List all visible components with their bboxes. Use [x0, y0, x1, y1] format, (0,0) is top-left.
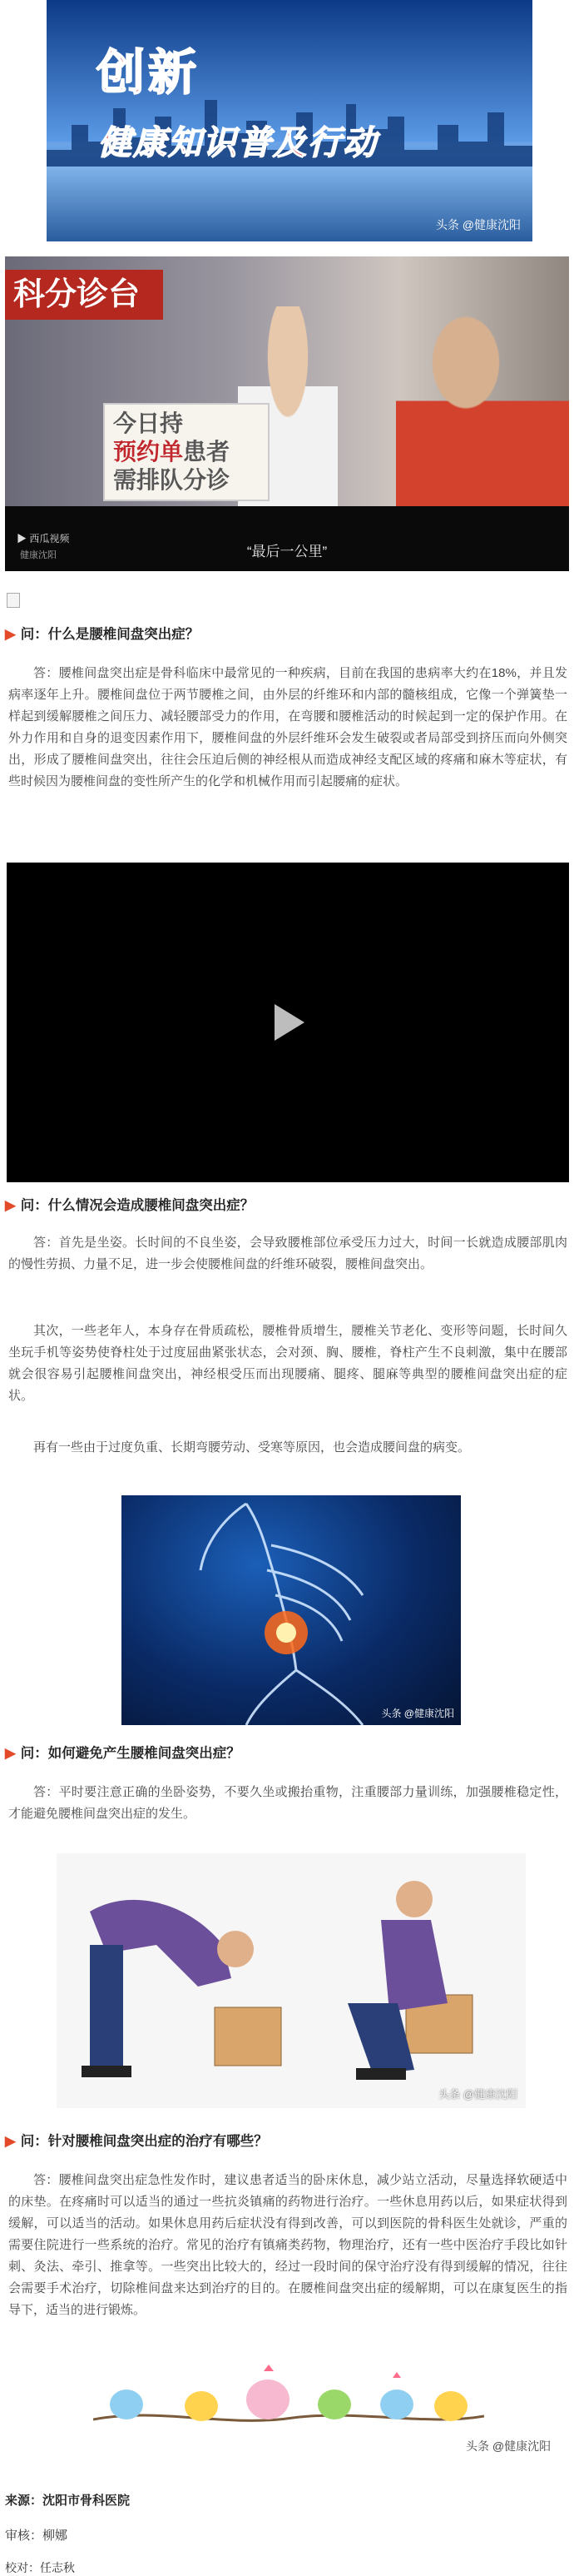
question-heading-3 [5, 1742, 240, 1762]
queue-sign [103, 403, 270, 501]
sign-line-2-red: 预约单 [113, 439, 184, 465]
source-text: 来源：沈阳市骨科医院 [5, 2494, 131, 2508]
question-text: 问：什么情况会造成腰椎间盘突出症？ [20, 1198, 255, 1213]
arrow-icon: ▶ [5, 1198, 16, 1213]
sign-line-3: 需排队分诊 [113, 467, 230, 493]
image-watermark: 头条 @健康沈阳 [438, 2088, 517, 2101]
banner-title: 创新 [96, 44, 200, 101]
play-icon[interactable] [275, 1004, 304, 1041]
answer-paragraph: 其次，一些老年人，本身存在骨质疏松，腰椎骨质增生，腰椎关节老化、变形等问题，长时间久坐玩手机等姿势使脊柱处于过度屈曲紧张状态，会对颈、胸、腰椎，脊柱产生不良刺激，集中在腰部就会很容易引起腰椎间盘突出，神经根受压而出现腰痛、腿疼、腿麻等典型的腰椎间盘突出症的症状。 [8, 1324, 567, 1403]
skeleton-illustration [121, 1495, 461, 1725]
answer-paragraph: 答：平时要注意正确的坐卧姿势，不要久坐或搬抬重物，注重腰部力量训练，加强腰椎稳定性，才能避免腰椎间盘突出症的发生。 [8, 1785, 567, 1821]
answer-paragraph: 再有一些由于过度负重、长期弯腰劳动、受寒等原因，也会造成腰间盘的病变。 [33, 1440, 471, 1455]
arrow-icon: ▶ [5, 2134, 16, 2149]
birds-decoration-image [93, 2361, 484, 2453]
question-heading-1 [5, 623, 199, 643]
question-text: 问：针对腰椎间盘突出症的治疗有哪些？ [20, 2134, 268, 2149]
spine-xray-image [121, 1495, 461, 1725]
question-heading-2 [5, 1194, 254, 1214]
lifting-posture-image [57, 1853, 526, 2108]
platform-logo: ▶ 西瓜视频 [17, 533, 70, 545]
question-text: 问：什么是腰椎间盘突出症？ [20, 627, 200, 642]
arrow-icon: ▶ [5, 1746, 16, 1761]
platform-subtitle: 健康沈阳 [20, 550, 57, 560]
answer-paragraph: 答：腰椎间盘突出症急性发作时，建议患者适当的卧床休息，减少站立活动，尽量选择软硬适中的床垫。在疼痛时可以适当的通过一些抗炎镇痛的药物进行治疗。一些休息用药以后，如果症状得到缓解，可以适当的活动。如果休息用药后症状没有得到改善，可以到医院的骨科医生处就诊，严重的需要住院进行一些系统的治疗。常见的治疗有镇痛类药物，物理治疗，还有一些中医治疗手段比如针刺、灸法、牵引、推拿等。一些突出比较大的，经过一段时间的保守治疗没有得到缓解的情况，往往会需要手术治疗，切除椎间盘来达到治疗的目的。在腰椎间盘突出症的缓解期，可以在康复医生的指导下，适当的进行锻炼。 [8, 2173, 567, 2317]
banner-watermark: 头条 @健康沈阳 [435, 218, 521, 231]
patient-figure [396, 315, 569, 506]
banner-subtitle: 健康知识普及行动 [98, 123, 378, 162]
birds-watermark: 头条 @健康沈阳 [466, 2439, 552, 2453]
sign-line-2 [113, 438, 260, 466]
lifting-illustration [57, 1853, 526, 2108]
answer-paragraph: 答：首先是坐姿。长时间的不良坐姿，会导致腰椎部位承受压力过大，时间一长就造成腰部肌肉的慢性劳损、力量不足，进一步会使腰椎间盘的纤维环破裂，腰椎间盘突出。 [8, 1236, 567, 1271]
image-watermark: 头条 @健康沈阳 [381, 1708, 454, 1719]
question-text: 问：如何避免产生腰椎间盘突出症？ [20, 1746, 240, 1761]
source-label [5, 2491, 130, 2509]
video-caption: “最后一公里” [246, 544, 328, 559]
sign-line-1: 今日持 [113, 410, 184, 436]
question-heading-4 [5, 2130, 268, 2150]
broken-image-icon [7, 593, 20, 608]
video-player-1[interactable] [5, 256, 569, 571]
banner-image [47, 0, 532, 241]
clinic-sign: 科分诊台 [5, 270, 163, 320]
platform-name: 西瓜视频 [29, 533, 70, 545]
proofreader-label: 校对：任志秋 [5, 2561, 75, 2574]
arrow-icon: ▶ [5, 627, 16, 642]
video-player-2[interactable] [7, 863, 569, 1182]
reviewer-label: 审核：柳娜 [5, 2529, 68, 2543]
answer-paragraph: 答：腰椎间盘突出症是骨科临床中最常见的一种疾病，目前在我国的患病率大约在18%，并且发病率逐年上升。腰椎间盘位于两节腰椎之间，由外层的纤维环和内部的髓核组成，它像一个弹簧垫一样起到缓解腰椎之间压力、减轻腰部受力的作用，在弯腰和腰椎活动的时候起到一定的保护作用。在外力作用和自身的退变因素作用下，腰椎间盘的外层纤维环会发生破裂或者局部受到挤压而向外侧突出，形成了腰椎间盘突出，往往会压迫后侧的神经根从而造成神经支配区域的疼痛和麻木等症状，有些时候因为腰椎间盘的变性所产生的化学和机械作用而引起腰痛的症状。 [8, 666, 567, 788]
sign-line-2-rest: 患者 [183, 439, 230, 465]
